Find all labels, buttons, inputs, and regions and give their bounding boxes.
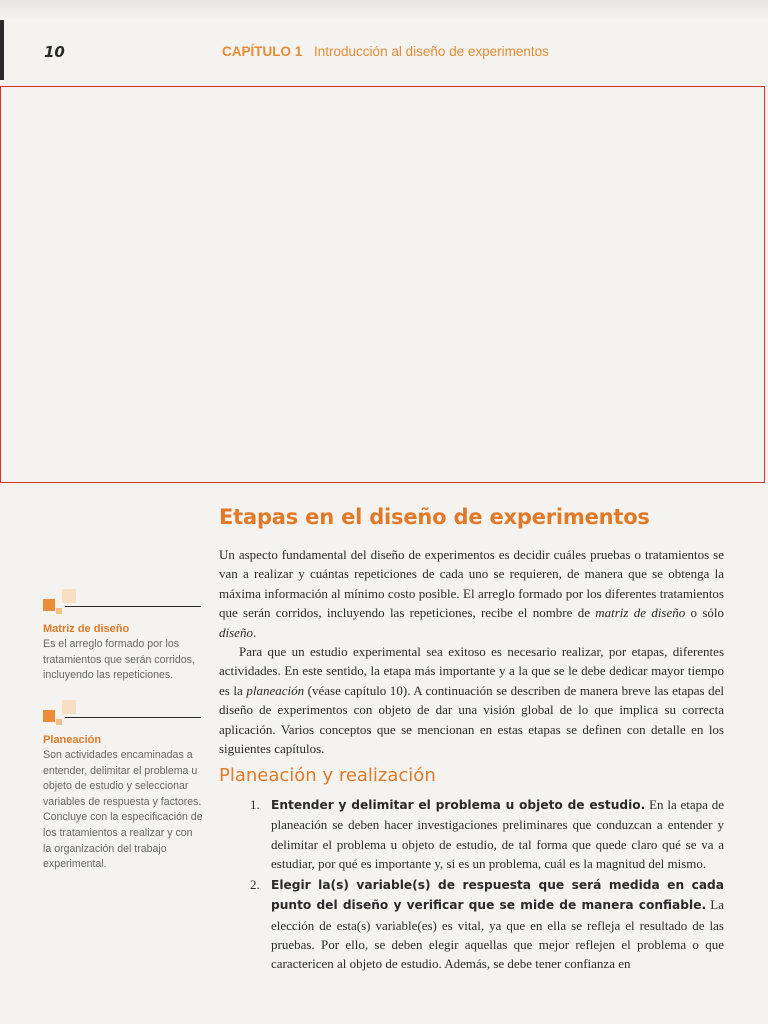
chapter-label: CAPÍTULO 1: [222, 44, 303, 59]
list-item: [250, 875, 724, 973]
margin-note-definition: Son actividades encaminadas a entender, delimitar el problema u objeto de estudio y seleccionar variables de respuesta y factores. Concluye con la especificación de los tratamientos a realizar y con la organización del trabajo experimental.: [43, 749, 203, 871]
list-item: [250, 795, 724, 873]
paragraph-1-text-c: .: [252, 624, 257, 640]
list-item-number: 1.: [250, 797, 260, 812]
page-edge: [0, 20, 4, 80]
margin-note-term: Planeación: [43, 734, 102, 746]
term-diseno: diseño: [219, 624, 253, 640]
margin-note-matriz: [43, 597, 203, 684]
page-number: 10: [44, 43, 65, 61]
subsection-title: Planeación y realización: [219, 765, 436, 786]
steps-list: [250, 795, 724, 976]
paragraph-1-text-b: o sólo: [685, 605, 725, 621]
margin-note-marker-icon: [43, 597, 203, 617]
margin-note-term: Matriz de diseño: [43, 623, 130, 635]
highlight-box: [0, 86, 765, 483]
list-item-lead: Entender y delimitar el problema u objeto de estudio.: [271, 798, 646, 812]
paragraph-2-text-b: (véase capítulo 10). A continuación se describen de manera breve las etapas del diseño de experimentos con objeto de dar una visión global de lo que implica su correcta aplicación. Varios conceptos que se mencionan en estas etapas se definen con detalle en los siguientes capítulos.: [219, 682, 724, 757]
term-planeacion: planeación: [246, 682, 305, 698]
list-item-number: 2.: [250, 877, 260, 893]
page-top-shadow: [0, 0, 768, 20]
list-item-text: En la etapa de planeación se deben hacer investigaciones preliminares que conduzcan a entender y delimitar el problema u objeto de estudio, de tal forma que quede claro qué se va a estudiar, por qué es importante y, si es un problema, cuál es la magnitud del mismo.: [271, 797, 724, 871]
term-matriz-de-diseno: matriz de diseño: [595, 605, 686, 621]
section-title: Etapas en el diseño de experimentos: [219, 505, 650, 529]
paragraph-2-text-a: Para que un estudio experimental sea exitoso es necesario realizar, por etapas, diferentes actividades. En este sentido, la etapa más importante y a la que se le debe dedicar mayor tiempo es la: [219, 644, 724, 698]
margin-note-definition: Es el arreglo formado por los tratamientos que serán corridos, incluyendo las repeticiones.: [43, 638, 195, 682]
list-item-lead: Elegir la(s) variable(s) de respuesta que será medida en cada punto del diseño y verificar que se mide de manera confiable.: [271, 878, 724, 913]
margin-note-marker-icon: [43, 708, 203, 728]
paragraph-1: [219, 545, 724, 642]
margin-note-planeacion: [43, 708, 203, 873]
running-head: [222, 44, 549, 59]
list-item-text: La elección de esta(s) variable(es) es vital, ya que en ella se refleja el resultado de las pruebas. Por ello, se deben elegir aquellas que mejor reflejen el problema o que caractericen al objeto de estudio. Además, se debe tener confianza en: [271, 897, 724, 972]
paragraph-1-text-a: Un aspecto fundamental del diseño de experimentos es decidir cuáles pruebas o tratamientos se van a realizar y cuántas repeticiones de cada uno se requieren, de manera que se obtenga la máxima información al mínimo costo posible. El arreglo formado por los diferentes tratamientos que serán corridos, incluyendo las repeticiones, recibe el nombre de: [219, 547, 724, 621]
paragraph-2: [219, 642, 724, 758]
chapter-title: Introducción al diseño de experimentos: [314, 44, 549, 59]
